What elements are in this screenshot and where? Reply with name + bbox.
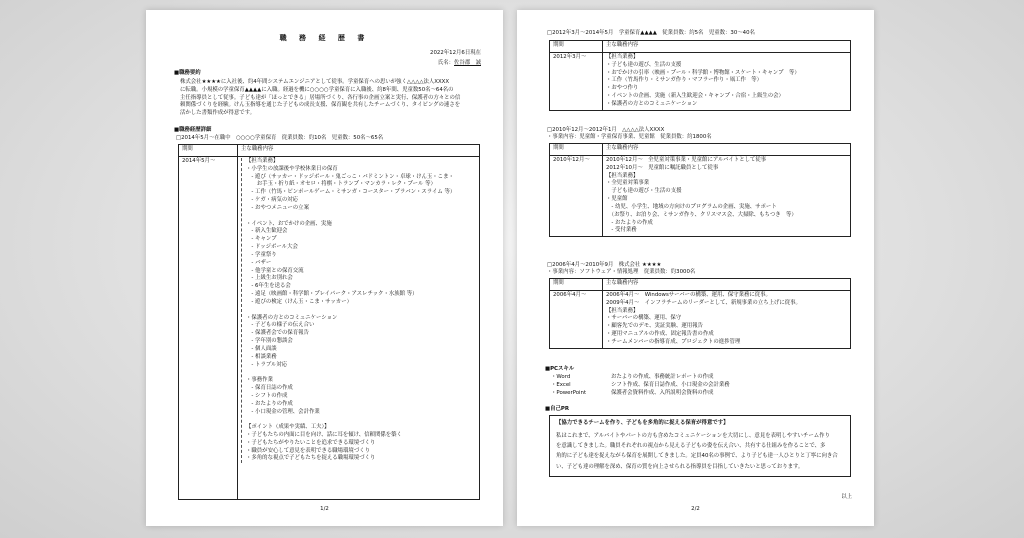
summary-line: 株式会社★★★★に入社後、約4年間システムエンジニアとして従事。学童保育への思いが強く△△△△法人XXXX [180,79,450,85]
pr-text [556,431,844,472]
col-period: 期間 [550,144,603,156]
name-line [438,60,481,68]
list-line: - おやつメニューの立案 [246,204,309,211]
job1-table [178,144,480,500]
job1-content [238,157,480,500]
closing-text: 以上 [841,494,852,500]
list-line: ・イベント、おでかけの企画、実施 [246,220,332,227]
detail-heading: ■職務経歴詳細 [174,127,212,133]
list-line [246,416,476,424]
job3-content [603,156,851,237]
job4-content [603,291,851,349]
list-line: ・児童館 [606,196,628,203]
list-line: ・全児童対策事業 [606,180,650,187]
list-line: - 学童祭り [246,251,277,258]
list-line: - 学年別の懇談会 [246,338,293,345]
list-line: 2010年12月〜 全児童対策事業・児童館にアルバイトとして従事 [606,157,767,163]
list-line: - 遊びの検定（けん玉・こま・サッカー） [246,298,352,305]
list-line: 【担当業務】 [606,54,639,60]
list-line: 【担当業務】 [246,158,279,164]
job2-table [549,40,851,111]
job3-table [549,143,851,237]
document-title: 職 務 経 歴 書 [279,34,370,42]
job3-period: 2010年12月〜 [550,156,603,237]
summary-line: 頼関係づくりを経験。けん玉指導を通じた子どもの成長支援、保育観を共有したチームづくり、タイピングの速さを [180,102,461,109]
pr-line: 角的に子ども達を捉えながら保育を展開してきました。定員40名の事例で、より子ども達一人ひとりと丁寧に向き合 [556,453,838,460]
job4-period: 2006年4月〜 [550,291,603,349]
list-line: 2012年10月〜 児童館に嘱託職員として従事 [606,164,719,171]
list-line: ・子ども達の遊び、生活の支援 [606,61,682,68]
list-line: - 遊び（サッカー・ドッジボール・鬼ごっこ・バドミントン・卓球・けん玉・こま・ [246,173,454,180]
job4-sub: ・事業内容：ソフトウェア・情報処理 従業員数：約3000名 [547,269,696,275]
list-line: 【担当業務】 [606,172,639,179]
list-line: 【担当業務】 [606,307,639,314]
col-period: 期間 [179,145,238,157]
list-line: 【ポイント（成果や実績、工夫）】 [246,424,330,431]
list-line: ・サーバーの構築、運用、保守 [606,315,682,322]
list-line: 2006年4月〜 Windowsサーバーの構築、運用、保守業務に従事。 [606,292,771,298]
list-line: ・事務作業 [246,377,273,384]
job3-sub: ・事業内容：児童館・学童保育事業、児童館 従業員数：約1800名 [547,134,712,140]
list-line: ・多角的な視点で子どもたちを捉える職場環境づくり [246,455,376,462]
pr-heading: ■自己PR [545,406,569,412]
col-period: 期間 [550,279,603,291]
list-line [246,213,476,221]
page-number: 1/2 [320,506,329,513]
list-line: - バザー [246,259,272,266]
col-content: 主な職務内容 [603,144,851,156]
list-line: （お祭り、お泊り会、ミサンガ作り、クリスマス会、大掃除、もちつき 等） [606,211,797,218]
list-line: - 個人面談 [246,345,277,352]
col-period: 期間 [550,41,603,53]
pc-skill-row [551,390,730,398]
list-line: - ケガ・病気の対応 [246,197,299,204]
col-content: 主な職務内容 [238,145,480,157]
list-line [246,369,476,377]
col-content: 主な職務内容 [603,279,851,291]
list-line: ・工作（竹馬作り・ミサンガ作り・マフラー作り・凧工作 等） [606,77,763,84]
list-line: - おたよりの作成 [606,219,653,226]
list-line: ・おやつ作り [606,85,639,92]
job2-content [603,53,851,111]
list-line: - 他学童との保育交流 [246,267,304,274]
list-line: ・保護者の方とのコミュニケーション [606,100,698,107]
page-number: 2/2 [691,506,700,513]
list-line: 子ども達の遊び・生活の支援 [606,188,682,195]
list-line: お手玉・折り紙・オセロ・将棋・トランプ・マンカラ・レク・プール 等） [246,181,436,188]
job1-period: 2014年5月〜 [179,157,238,500]
document-date: 2022年12月6日現在 [430,50,481,56]
job2-header: □2012年3月〜2014年5月 学童保育▲▲▲▲ 従業員数：約5名 児童数：30〜40名 [547,30,755,36]
summary-line: に転職。小規模の学童保育▲▲▲▲に入職。経過を機に○○○○学童保育に入職後、約8年間、児童数50名〜64名の [180,86,454,93]
list-line: ・おでかけの引率（映画・プール・科学館・博物館・スケート・キャンプ 等） [606,69,800,76]
name-value: 佐谷郡 誠 [454,60,481,66]
list-line: ・小学生の放課後や学校休業日の保育 [246,165,338,172]
list-line [246,307,476,315]
job4-table [549,278,851,349]
pr-box [549,415,851,477]
job3-header: □2010年12月〜2012年1月 △△△△法人XXXX [547,127,665,133]
col-content: 主な職務内容 [603,41,851,53]
pr-line: い、子ども達の理解を深め、保育の質を向上させられる指導員を目指していきたいと思っております。 [556,463,804,470]
list-line: - 幼児、小学生、地域の方向けのプログラムの企画、実施、サポート [606,203,777,210]
pr-line: 私はこれまで、アルバイトやパートの方も含めたコミュニケーションを大切にし、意見を表明しやすいチーム作り [556,432,830,439]
list-line: - 保育日誌の作成 [246,385,293,392]
job1-header: □2014年5月〜在職中 ○○○○学童保育 従業員数：約10名 児童数：50名〜65名 [176,135,384,141]
list-line: - ドッジボール大会 [246,244,298,251]
pc-skill-desc: 保護者会資料作成、入所説明会資料の作成 [611,389,714,396]
list-line: - 工作（竹馬・ピンポールゲーム・ミサンガ・コースター・プラバン・スライム 等） [246,189,456,196]
list-line: - 相談業務 [246,353,277,360]
list-line: - 保護者会での保育報告 [246,330,309,337]
summary-line: 主任指導員として従事。子ども達が「ほっとできる」居場所づくり、各行事の企画立案と実行、保護者の方々との信 [180,94,461,101]
list-line: - 受付業務 [606,227,637,234]
list-line: ・子どもたちの内面に目を向け、話に耳を傾け、信頼関係を築く [246,431,402,438]
job4-header: □2006年4月〜2010年9月 株式会社 ★★★★ [547,262,662,268]
list-line: ・子どもたちがやりたいことを追求できる環境づくり [246,439,376,446]
summary-line: 活かした書類作成が得意です。 [180,110,256,117]
page-2 [517,10,874,526]
list-line: - 6年生を送る会 [246,283,291,290]
pr-title: 【協力できるチームを作り、子どもを多角的に捉える保育が得意です】 [556,420,729,426]
list-line: ・チームメンバーの指導育成、プロジェクトの進捗管理 [606,338,741,345]
pc-skill-row [551,374,730,382]
job1-list [241,158,476,463]
list-line: - 上級生お別れ会 [246,275,293,282]
job2-period: 2012年3月〜 [550,53,603,111]
list-line: ・職員が安心して意見を表明できる職場環境づくり [246,447,370,454]
list-line: - 新入生歓迎会 [246,228,288,235]
page-1 [146,10,503,526]
list-line: ・顧客先でのデモ、実証実験、運用報告 [606,323,703,330]
list-line: ・運用マニュアルの作成、固定報告書の作成 [606,331,714,338]
pc-skills [551,374,730,397]
list-line: - おたよりの作成 [246,400,293,407]
pc-heading: ■PCスキル [545,366,575,372]
list-line: - 遠足（映画館・科学館・プレイパーク・アスレチック・水族館 等） [246,291,418,298]
list-line: ・保護者の方とのコミュニケーション [246,314,338,321]
pc-skill-tool: ・PowerPoint [551,389,587,396]
name-label: 氏名： [437,60,455,66]
list-line: 2009年4月〜 インフラチームのリーダーとして、新規事業の立ち上げに従事。 [606,299,801,306]
pc-skill-tool: ・Excel [551,381,571,388]
pc-skill-row [551,382,730,390]
pc-skill-desc: おたよりの作成、事務統計レポートの作成 [611,374,714,380]
list-line: ・イベントの企画、実施（新入生歓迎会・キャンプ・合宿・上級生の会） [606,93,784,100]
pc-skill-tool: ・Word [551,374,571,380]
list-line: - 小口現金の管理、会計作業 [246,408,320,415]
summary-heading: ■職務要約 [174,70,201,76]
list-line: - トラブル対応 [246,361,288,368]
list-line: - シフトの作成 [246,392,288,399]
summary-text [180,79,460,118]
pr-line: を意識してきました。職員それぞれの視点から見える子どもの姿を伝え合い、共有する仕組みを作ることで、多 [556,443,826,450]
list-line: - 子どもの様子の伝え合い [246,322,315,329]
pc-skill-desc: シフト作成、保育日誌作成、小口現金の会計業務 [611,381,730,388]
list-line: - キャンプ [246,236,277,243]
